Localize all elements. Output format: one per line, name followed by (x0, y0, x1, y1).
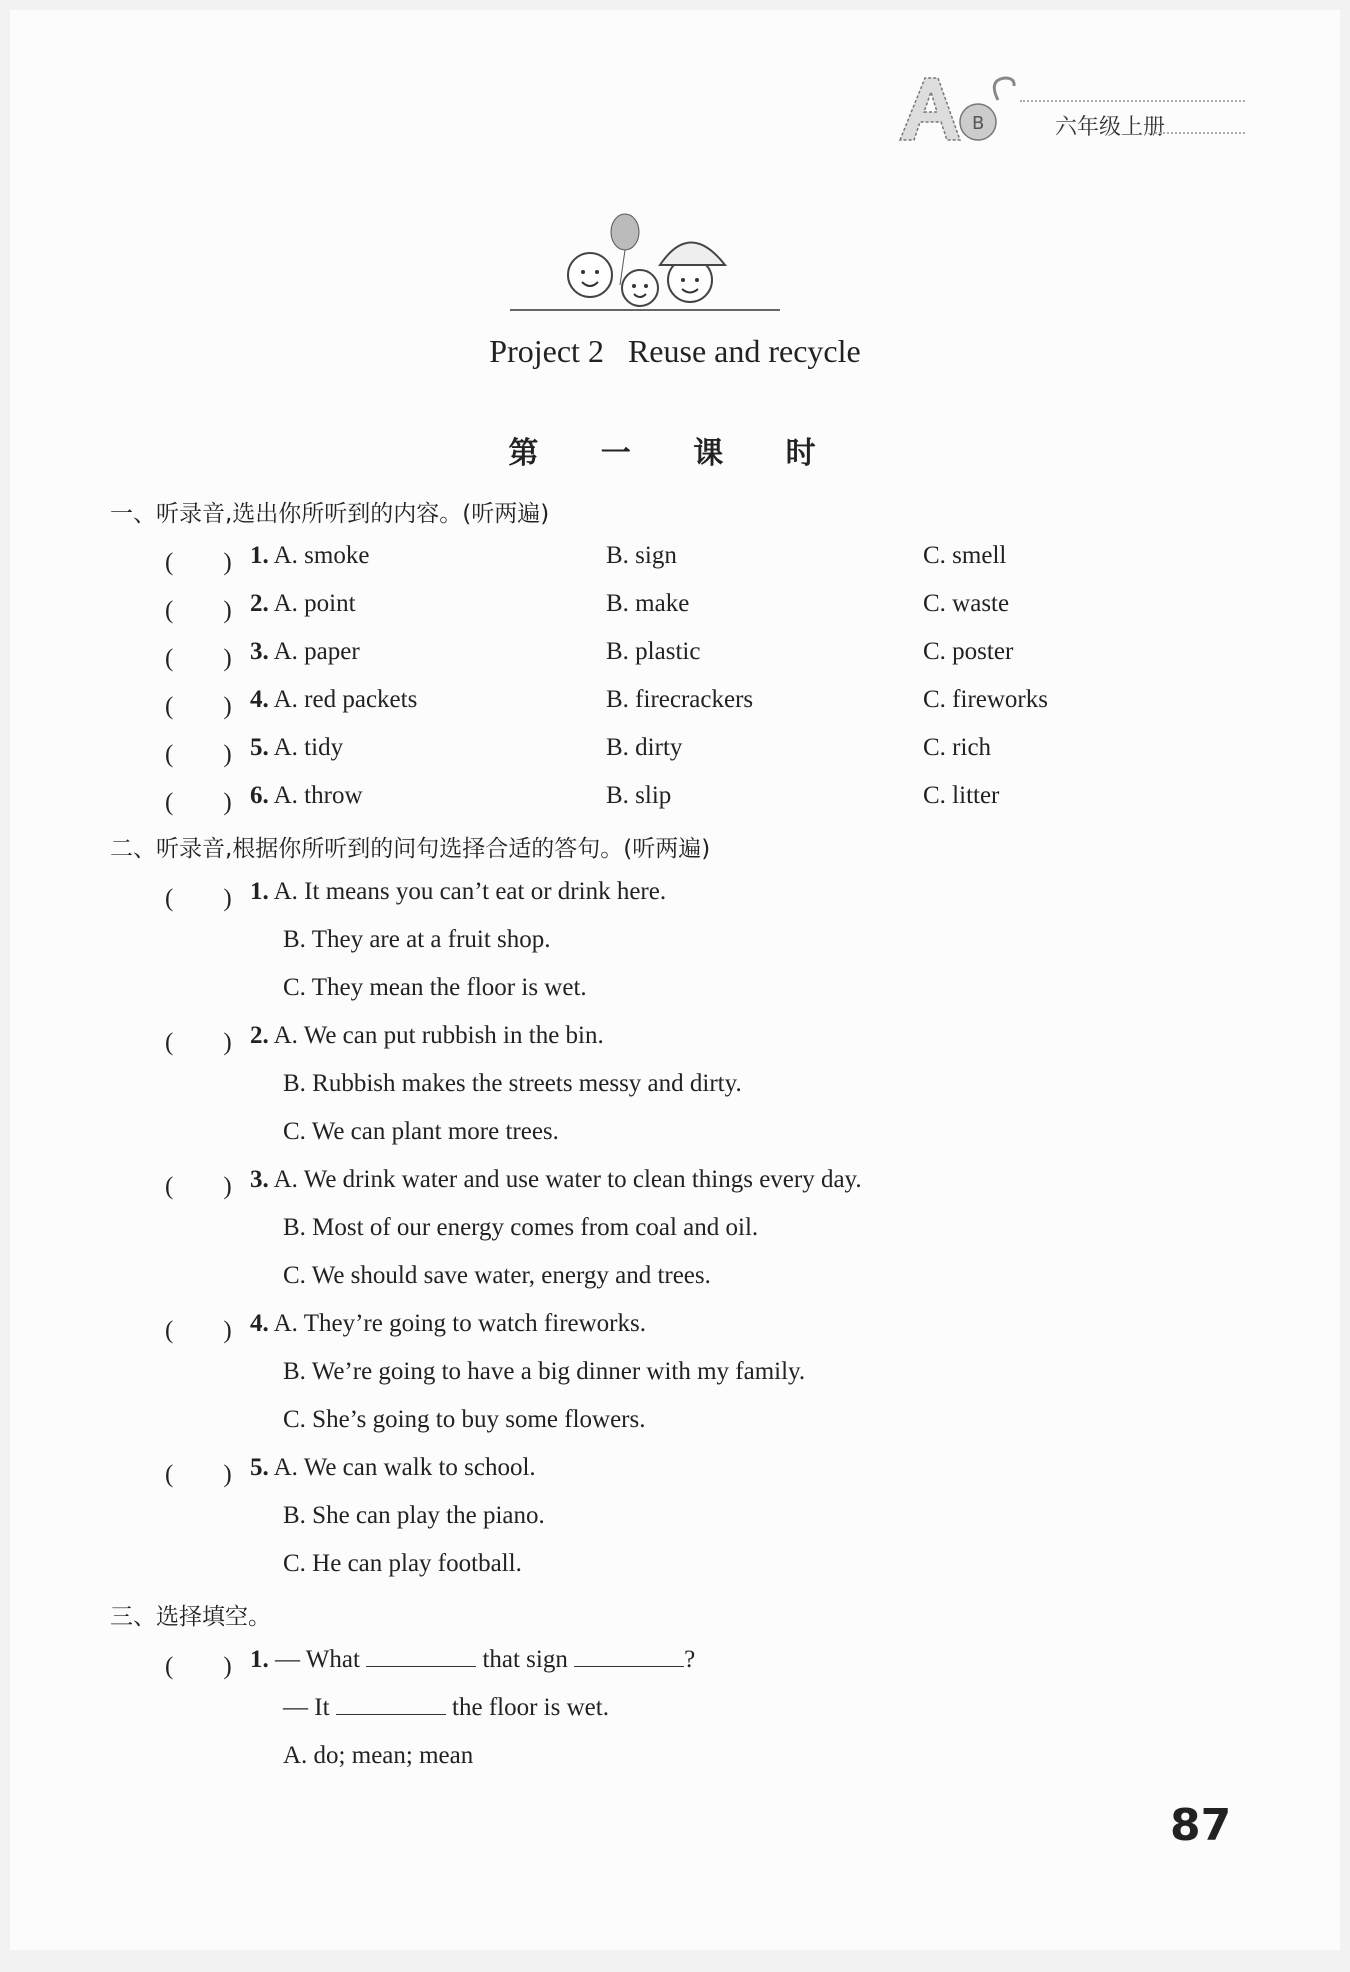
question-mark: ? (684, 1646, 696, 1673)
page-number: 87 (1170, 1800, 1232, 1851)
answer-line (283, 1694, 609, 1722)
abc-logo-icon (890, 70, 1020, 150)
option-c: C. They mean the floor is wet. (283, 974, 587, 1001)
option-a: A. throw (273, 782, 363, 809)
grade-label: 六年级上册 (1055, 115, 1166, 140)
list-item (250, 1310, 646, 1338)
option-a: A. red packets (273, 686, 418, 713)
option-b: B. She can play the piano. (283, 1502, 545, 1529)
question-text: that sign (482, 1646, 568, 1673)
list-item (250, 734, 343, 762)
question-number: 4. (250, 1310, 269, 1337)
option-b: B. sign (606, 542, 677, 569)
option-a: A. paper (273, 638, 360, 665)
option-b: B. slip (606, 782, 672, 809)
question-number: 3. (250, 638, 269, 665)
list-item (250, 1454, 536, 1482)
question-number: 1. (250, 878, 269, 905)
answer-parenthesis: ( ) (165, 1653, 232, 1680)
option-a: A. They’re going to watch fireworks. (273, 1310, 646, 1337)
option-a: A. We drink water and use water to clean things every day. (273, 1166, 862, 1193)
answer-parenthesis: ( ) (165, 1461, 232, 1488)
question-number: 5. (250, 734, 269, 761)
answer-parenthesis: ( ) (165, 1173, 232, 1200)
option-c: C. smell (923, 542, 1007, 569)
answer-parenthesis: ( ) (165, 1317, 232, 1344)
option-c: C. We should save water, energy and trees. (283, 1262, 711, 1289)
fill-blank (574, 1646, 684, 1667)
list-item (250, 638, 360, 666)
question-number: 2. (250, 1022, 269, 1049)
svg-text:B: B (972, 113, 985, 134)
option-c: C. litter (923, 782, 1000, 809)
option-c: C. poster (923, 638, 1014, 665)
option-c: C. waste (923, 590, 1010, 617)
question-number: 4. (250, 686, 269, 713)
section2-heading: 二、听录音,根据你所听到的问句选择合适的答句。(听两遍) (110, 836, 711, 862)
option-a: A. tidy (273, 734, 344, 761)
option-b: B. dirty (606, 734, 683, 761)
project-number: Project 2 (489, 333, 604, 369)
option-a: A. do; mean; mean (283, 1742, 474, 1769)
question-text: — What (275, 1646, 360, 1673)
list-item (250, 686, 417, 714)
question-number: 6. (250, 782, 269, 809)
option-a: A. point (273, 590, 356, 617)
answer-parenthesis: ( ) (165, 597, 232, 624)
header-dotted-line (1155, 132, 1245, 134)
answer-text: the floor is wet. (452, 1694, 609, 1721)
option-c: C. We can plant more trees. (283, 1118, 559, 1145)
answer-parenthesis: ( ) (165, 693, 232, 720)
answer-parenthesis: ( ) (165, 549, 232, 576)
option-a: A. smoke (273, 542, 370, 569)
answer-parenthesis: ( ) (165, 789, 232, 816)
option-c: C. rich (923, 734, 992, 761)
children-illustration (510, 210, 790, 320)
list-item (250, 1166, 862, 1194)
option-b: B. plastic (606, 638, 701, 665)
page-title (10, 333, 1340, 370)
workbook-page (10, 10, 1340, 1950)
option-a: A. We can walk to school. (273, 1454, 536, 1481)
list-item (250, 878, 666, 906)
option-b: B. Most of our energy comes from coal and oil. (283, 1214, 759, 1241)
list-item (250, 782, 363, 810)
question-number: 2. (250, 590, 269, 617)
option-c: C. fireworks (923, 686, 1048, 713)
lesson-heading: 第 一 课 时 (508, 436, 842, 471)
list-item (250, 1022, 604, 1050)
option-c: C. He can play football. (283, 1550, 522, 1577)
question-number: 5. (250, 1454, 269, 1481)
section3-heading: 三、选择填空。 (110, 1604, 271, 1630)
option-a: A. We can put rubbish in the bin. (273, 1022, 604, 1049)
list-item (250, 542, 369, 570)
header-dotted-line (1020, 100, 1245, 102)
answer-parenthesis: ( ) (165, 885, 232, 912)
answer-parenthesis: ( ) (165, 645, 232, 672)
list-item (250, 590, 356, 618)
option-a: A. It means you can’t eat or drink here. (273, 878, 667, 905)
option-b: B. firecrackers (606, 686, 754, 713)
answer-parenthesis: ( ) (165, 1029, 232, 1056)
answer-parenthesis: ( ) (165, 741, 232, 768)
option-b: B. Rubbish makes the streets messy and dirty. (283, 1070, 742, 1097)
section1-heading: 一、听录音,选出你所听到的内容。(听两遍) (110, 501, 550, 527)
option-b: B. They are at a fruit shop. (283, 926, 551, 953)
question-number: 1. (250, 542, 269, 569)
project-name: Reuse and recycle (627, 333, 861, 369)
option-c: C. She’s going to buy some flowers. (283, 1406, 646, 1433)
page-header (890, 70, 1250, 160)
option-b: B. We’re going to have a big dinner with my family. (283, 1358, 806, 1385)
fill-blank (366, 1646, 476, 1667)
question-number: 3. (250, 1166, 269, 1193)
answer-text: — It (283, 1694, 330, 1721)
fill-blank (336, 1694, 446, 1715)
option-b: B. make (606, 590, 690, 617)
list-item (250, 1646, 695, 1674)
question-number: 1. (250, 1646, 269, 1673)
